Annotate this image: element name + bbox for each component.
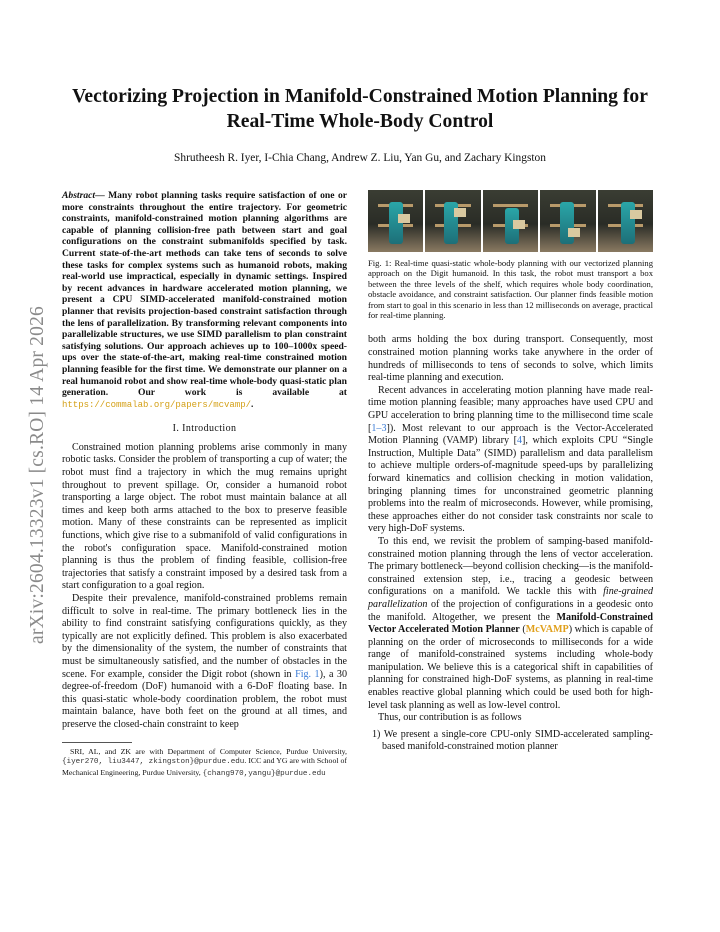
contribution-item-1: 1) We present a single-core CPU-only SIMD-accelerated sampling-based manifold-constrained motion planner [372, 728, 653, 753]
robot-frame-2 [425, 190, 480, 252]
figure-1-image [368, 190, 653, 252]
ref-1-3-link[interactable]: 1–3 [371, 422, 387, 434]
contribution-list [368, 729, 653, 754]
figure-1-caption: Fig. 1: Real-time quasi-static whole-body planning with our vectorized planning approach on the Digit humanoid. In this task, the robot must transport a box between the three levels of the shelf, which requires whole body coordination, obstacle avoidance, and constraint satisfaction. Our planner finds feasible motion from start to goal in this scenario in less than 12 milliseconds on average, practical for real-time planning. [368, 258, 653, 321]
section-heading-introduction: I. Introduction [172, 423, 237, 435]
intro-paragraph-1: Constrained motion planning problems arise commonly in many robotic tasks. Consider the problem of transporting a cup of water; the robot must find a trajectory in which the mug remains upright throughout to prevent spillage. Or, consider a humanoid robot transporting a large object. The robot must maintain balance at all times and keep both arms attached to the box to preserve feasible motion. Many of these constraints can be represented as implicit functions, which give rise to a submanifold of valid configurations in the robot's configuration space. Manifold-constrained motion planning is thus the problem of finding feasible, collision-free trajectories that satisfy a constraint imposed by a desired task from a start configuration to a goal region. [62, 441, 347, 592]
mcvamp-acronym: McVAMP [525, 624, 569, 636]
fig1-link[interactable]: Fig. 1 [295, 668, 320, 680]
robot-frame-1 [368, 190, 423, 252]
arxiv-sidebar [18, 255, 58, 695]
right-paragraph-1: both arms holding the box during transport. Consequently, most constrained motion planning works take anywhere in the order of hundreds of milliseconds to tens of seconds to solve, which limits real-time planning and execution. [368, 334, 653, 384]
paper-title: Vectorizing Projection in Manifold-Constrained Motion Planning for Real-Time Whole-Body Control [72, 86, 648, 132]
robot-frame-3 [483, 190, 538, 252]
footnote-emails-2: {chang970,yangu}@purdue.edu [202, 769, 326, 778]
left-column [62, 190, 347, 779]
abstract-label: Abstract [62, 190, 96, 201]
arxiv-id: arXiv:2604.13323v1 [cs.RO] 14 Apr 2026 [27, 306, 48, 644]
robot-frame-5 [598, 190, 653, 252]
footnote-rule [62, 742, 132, 743]
right-paragraph-3: To this end, we revisit the problem of samping-based manifold-constrained motion planning through the lens of vector acceleration. The primary bottleneck—beyond collision checking—is the manifold-constrained extension step, i.e., tracing a geodesic between configurations on a manifold. We tackle this with fine-grained parallelization of the projection of configurations in a geodesic onto the manifold. Altogether, we present the Manifold-Constrained Vector Accelerated Motion Planner (McVAMP) which is capable of planning on the order of microseconds to milliseconds for a wide range of manifold-constrained systems including whole-body manipulation. We believe this is a categorical shift in capabilities of planning for constrained high-DoF systems, as planning in real-time enables reactive global planning which could be used both for high-level task planning as well as low-level control. [368, 535, 653, 711]
footnote-affiliations: SRI, AL, and ZK are with Department of Computer Science, Purdue University, {iyer270, liu3447, zkingston}@purdue.edu. ICC and YG are with School of Mechanical Engineering, Purdue University, {chang970,yangu}@purdue.edu [62, 746, 348, 778]
robot-frame-4 [540, 190, 595, 252]
abstract-text: — Many robot planning tasks require satisfaction of one or more constraints throughout the entire trajectory. For geometric constraints, manifold-constrained motion planning algorithms are capable of planning collision-free path between start and goal configurations on the constraint submanifolds specified by task. Current state-of-the-art methods can take tens of seconds to solve these tasks for complex systems such as humanoid robots, making real-world use impractical, especially in dynamic settings. Inspired by recent advances in hardware accelerated motion planning, we present a CPU SIMD-accelerated manifold-constrained motion planner that revisits projection-based constraint satisfaction through the lens of parallelization. By transforming relevant components into parallelizable structures, we use SIMD parallelism to plan constraint satisfying solutions. Our approach achieves up to 100–1000x speed-ups over the state-of-the-art, making real-time constrained motion planning feasible for the first time. We demonstrate our planner on a real humanoid robot and show real-time whole-body quasi-static plan generation. Our work is available at [62, 190, 347, 399]
intro-paragraph-2: Despite their prevalence, manifold-constrained problems remain difficult to solve in real-time. The primary bottleneck lies in the ability to find constraint satisfying configurations quickly, as they typically are not explicitly defined. This problem is also exacerbated by the dimensionality of the system, the number of constraints that must be simultaneously satisfied, and the number of obstacles in the scene. For example, consider the Digit robot (shown in Fig. 1), a 30 degree-of-freedom (DoF) humanoid with a 6-DoF floating base. In this quasi-static whole-body coordination problem, the robot must maintain balance, have both feet on the ground at all times, and preserve the closed-chain constraint to keep [62, 593, 348, 730]
abstract: Abstract— Many robot planning tasks require satisfaction of one or more constraints throughout the entire trajectory. For geometric constraints, manifold-constrained motion planning algorithms are capable of planning collision-free path between start and goal configurations on the constraint submanifolds specified by task. Current state-of-the-art methods can take tens of seconds to solve these tasks for complex systems such as humanoid robots, making real-world use impractical, especially in dynamic settings. Inspired by recent advances in hardware accelerated motion planning, we present a CPU SIMD-accelerated manifold-constrained motion planner that revisits projection-based constraint satisfaction through the lens of parallelization. By transforming relevant components into parallelizable structures, we use SIMD parallelism to plan constraint satisfying solutions. Our approach achieves up to 100–1000x speed-ups over the state-of-the-art, making real-time constrained motion planning feasible for the first time. We demonstrate our planner on a real humanoid robot and show real-time whole-body quasi-static plan generation. Our work is available at https://commalab.org/papers/mcvamp/. [62, 190, 347, 410]
footnote-emails-1: {iyer270, liu3447, zkingston}@purdue.edu [62, 758, 245, 767]
paper-authors: Shrutheesh R. Iyer, I-Chia Chang, Andrew Z. Liu, Yan Gu, and Zachary Kingston [174, 152, 546, 164]
project-link[interactable]: https://commalab.org/papers/mcvamp/ [62, 399, 252, 410]
ref-4-link[interactable]: 4 [517, 435, 523, 447]
right-column [368, 190, 653, 754]
right-paragraph-4: Thus, our contribution is as follows [378, 712, 522, 724]
right-paragraph-2: Recent advances in accelerating motion planning have made real-time motion planning feasible; many approaches have used CPU and GPU acceleration to bring planning time to the millisecond time scale [1–3]). Most relevant to our approach is the Vector-Accelerated Motion Planning (VAMP) library [4], which exploits CPU “Single Instruction, Multiple Data” (SIMD) parallelism and data parallelism to achieve multiple orders-of-magnitude speed-ups by parallelizing forward kinematics and collision checking in motion validation, bringing planning times for unconstrained geometric planning problems into the realm of microseconds. However, while promising, these approaches either do not consider task constraints nor scale to very high-DoF systems. [368, 384, 653, 535]
